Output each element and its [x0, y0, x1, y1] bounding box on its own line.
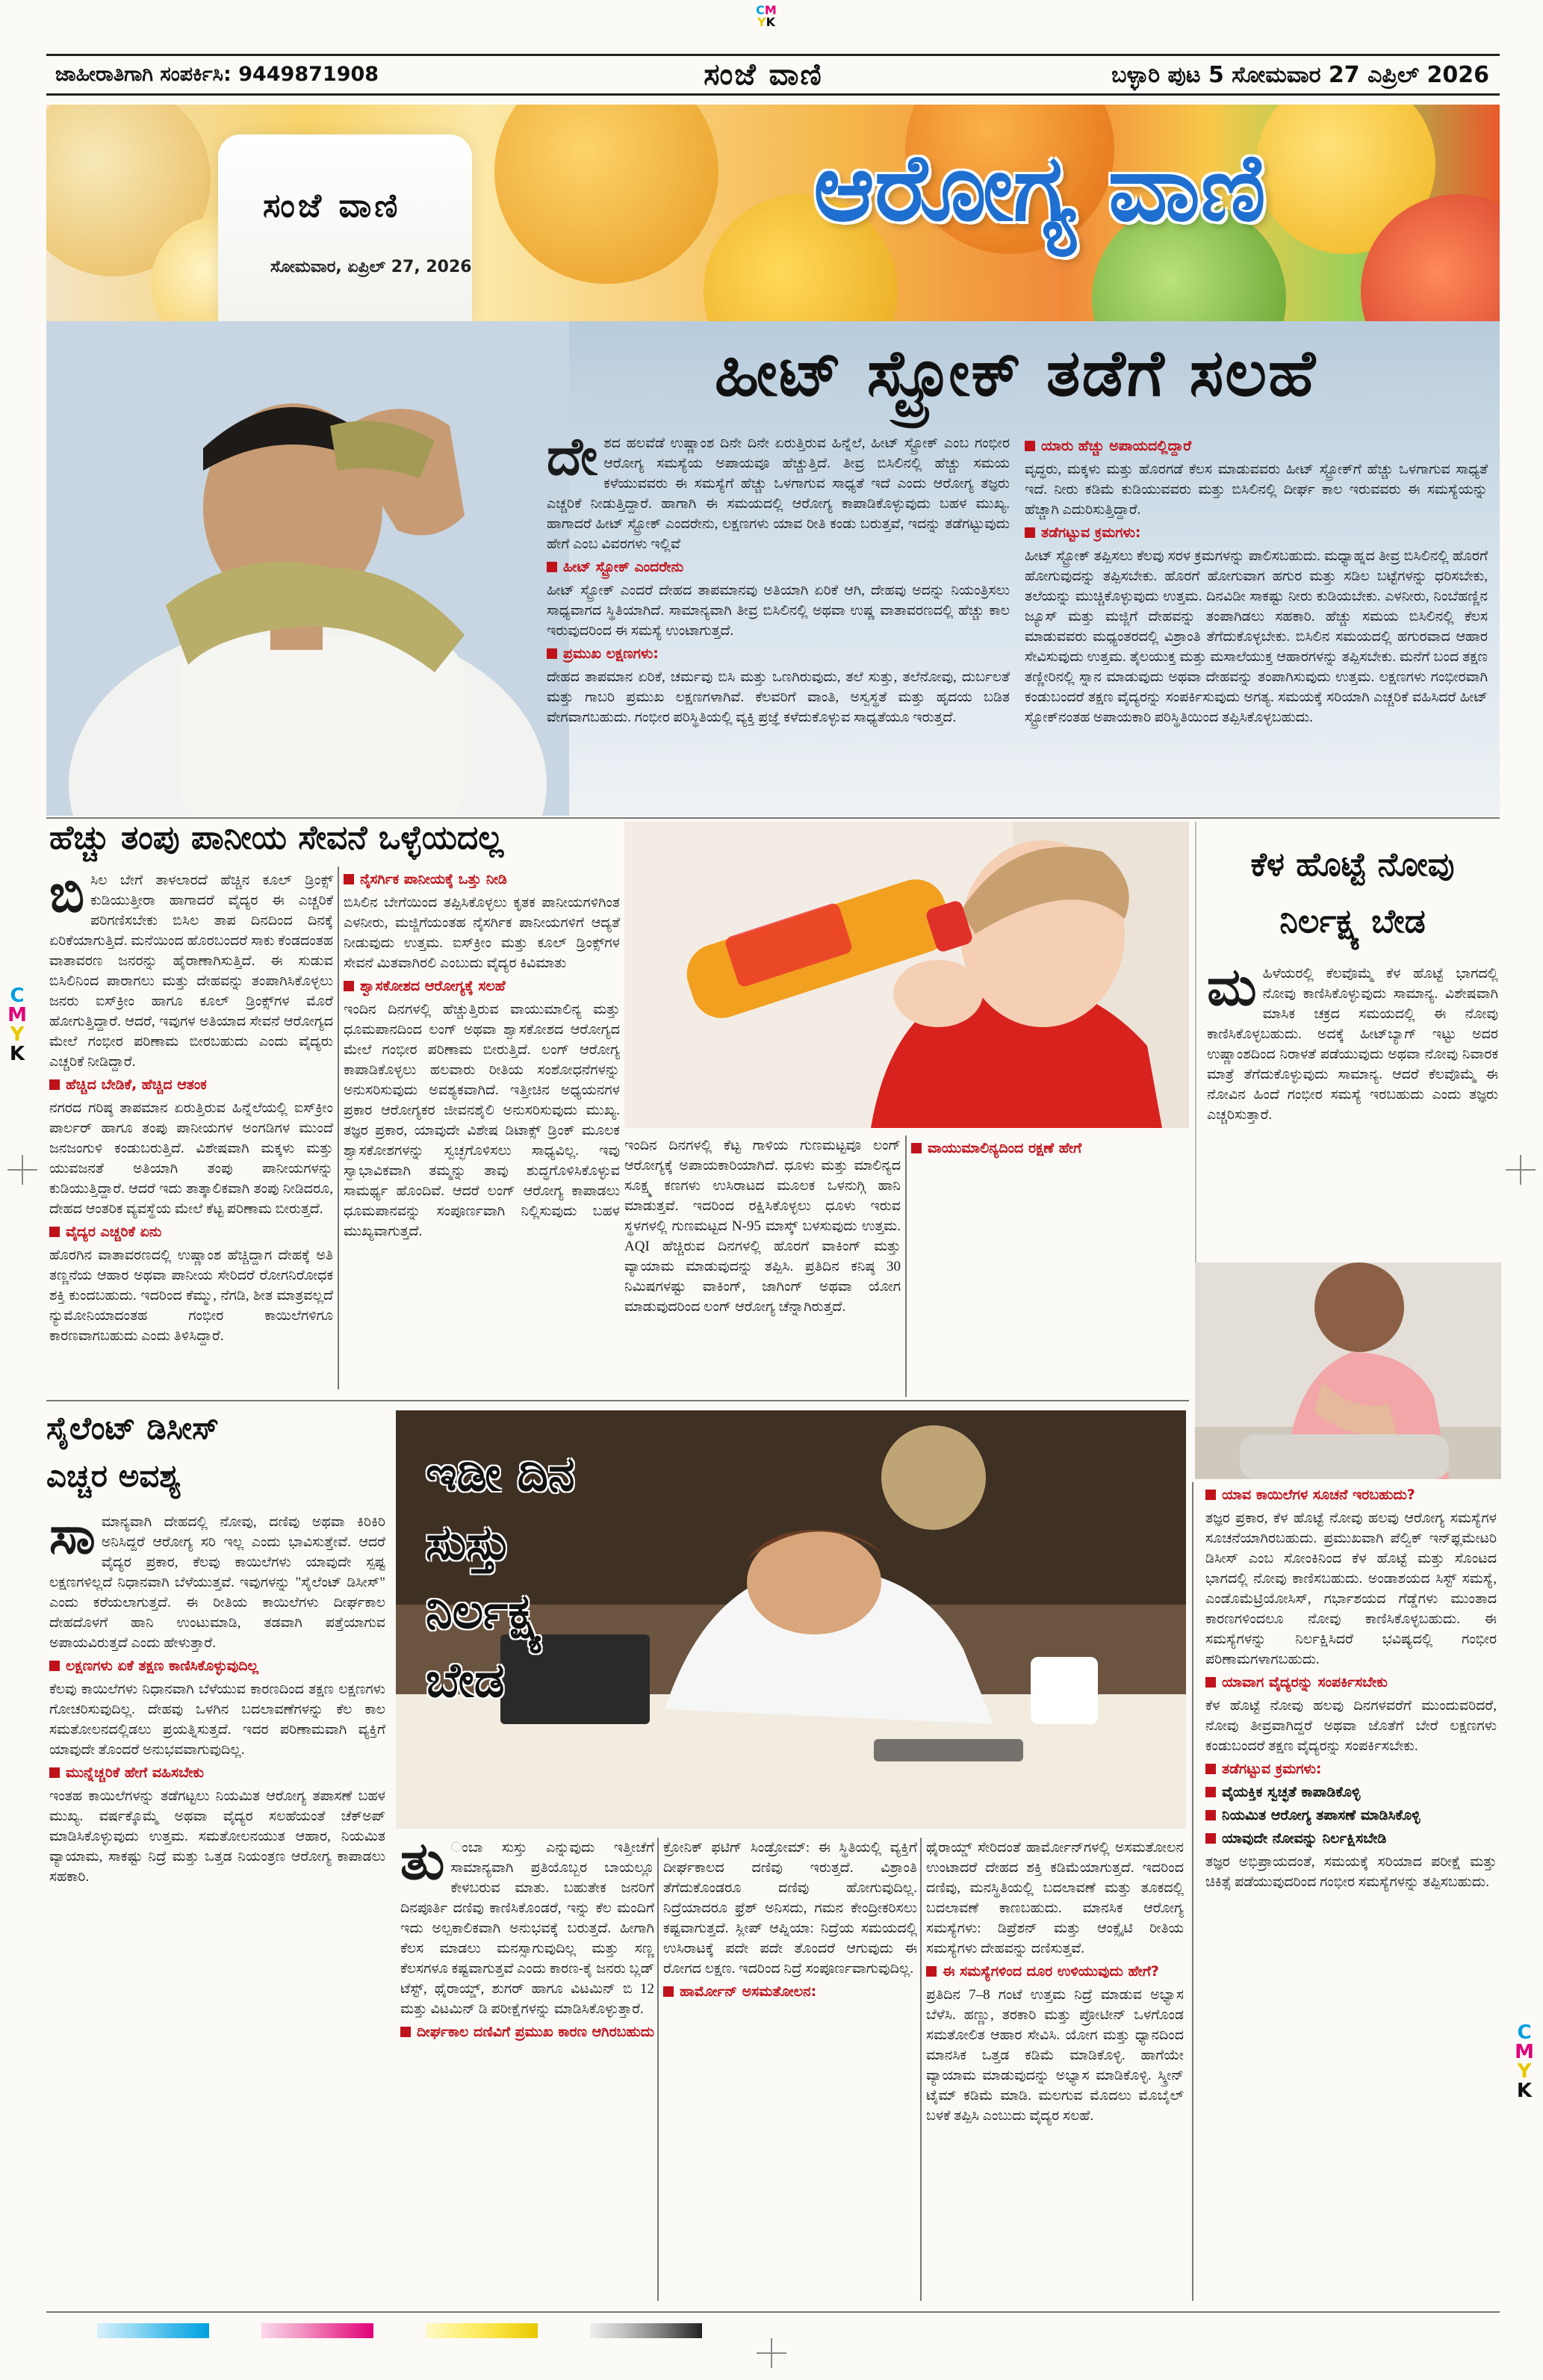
dropcap: ಮ — [1207, 956, 1257, 1017]
bullet-square-icon — [344, 874, 354, 884]
cmyk-c: C — [10, 985, 25, 1007]
bullet-square-icon — [1205, 1787, 1216, 1797]
subheading-text: ಲಕ್ಷಣಗಳು ಏಕೆ ತಕ್ಷಣ ಕಾಣಿಸಿಕೊಳ್ಳುವುದಿಲ್ಲ — [66, 1658, 259, 1674]
article-body: ಕ್ರೋನಿಕ್ ಫಟಿಗ್ ಸಿಂಡ್ರೋಮ್: ಈ ಸ್ಥಿತಿಯಲ್ಲಿ ವ್ಯಕ್ತಿಗೆ ದೀರ್ಘಕಾಲದ ದಣಿವು ಇರುತ್ತದೆ. ವಿಶ್ರಾಂತಿ ತೆಗೆದುಕೊಂಡರೂ ದಣಿವು ಹೋಗುವುದಿಲ್ಲ. ನಿದ್ರೆಯಾದರೂ ಫ್ರೆಶ್ ಅನಿಸದು, ಗಮನ ಕೇಂದ್ರೀಕರಿಸಲು ಕಷ್ಟವಾಗುತ್ತದೆ. ಸ್ಲೀಪ್ ಆಪ್ನಿಯಾ: ನಿದ್ರೆಯ ಸಮಯದಲ್ಲಿ ಉಸಿರಾಟಕ್ಕೆ ಪದೇ ಪದೇ ತೊಂದರೆ ಆಗುವುದು ಈ ರೋಗದ ಲಕ್ಷಣ. ಇದರಿಂದ ನಿದ್ರೆ ಸಂಪೂರ್ಣವಾಗುವುದಿಲ್ಲ. — [663, 1840, 917, 1977]
subheading-text: ಮುನ್ನೆಚ್ಚರಿಕೆ ಹೇಗೆ ವಹಿಸಬೇಕು — [66, 1764, 205, 1781]
article-body: ತಜ್ಞರ ಪ್ರಕಾರ, ಕೆಳ ಹೊಟ್ಟೆ ನೋವು ಹಲವು ಆರೋಗ್ಯ ಸಮಸ್ಯೆಗಳ ಸೂಚನೆಯಾಗಿರಬಹುದು. ಪ್ರಮುಖವಾಗಿ ಪೆಲ್ವಿಕ್ ಇನ್‌ಫ್ಲಮೇಟರಿ ಡಿಸೀಸ್ ಎಂಬ ಸೋಂಕಿನಿಂದ ಕೆಳ ಹೊಟ್ಟೆ ಮತ್ತು ಸೊಂಟದ ಭಾಗದಲ್ಲಿ ನೋವು ಕಾಣಿಸಬಹುದು. ಅಂಡಾಶಯದ ಸಿಸ್ಟ್ ಸಮಸ್ಯೆ, ಎಂಡೊಮೆಟ್ರಿಯೋಸಿಸ್, ಗರ್ಭಾಶಯದ ಗೆಡ್ಡೆಗಳು ಮುಂತಾದ ಕಾರಣಗಳಿಂದಲೂ ನೋವು ಕಾಣಿಸಿಕೊಳ್ಳಬಹುದು. ಈ ಸಮಸ್ಯೆಗಳನ್ನು ನಿರ್ಲಕ್ಷಿಸಿದರೆ ಭವಿಷ್ಯದಲ್ಲಿ ಗಂಭೀರ ಪರಿಣಾಮಗಳಾಗಬಹುದು. — [1205, 1510, 1497, 1667]
heatstroke-title: ಹೀಟ್ ಸ್ಟ್ರೋಕ್ ತಡೆಗೆ ಸಲಹೆ — [714, 336, 1317, 411]
registration-mark — [757, 2338, 786, 2368]
article-body: ಇಂದಿನ ದಿನಗಳಲ್ಲಿ ಹೆಚ್ಚುತ್ತಿರುವ ವಾಯುಮಾಲಿನ್ಯ ಮತ್ತು ಧೂಮಪಾನದಿಂದ ಲಂಗ್ ಅಥವಾ ಶ್ವಾಸಕೋಶದ ಆರೋಗ್ಯದ ಮೇಲೆ ಗಂಭೀರ ಪರಿಣಾಮ ಬೀರುತ್ತಿದೆ. ಲಂಗ್ ಆರೋಗ್ಯ ಕಾಪಾಡಿಕೊಳ್ಳಲು ಹಲವಾರು ರೀತಿಯ ಸಂಶೋಧನೆಗಳನ್ನು ಅನುಸರಿಸುವುದು ಅವಶ್ಯಕವಾಗಿದೆ. ಇತ್ತೀಚಿನ ಅಧ್ಯಯನಗಳ ಪ್ರಕಾರ ಆರೋಗ್ಯಕರ ಜೀವನಶೈಲಿ ಅನುಸರಿಸುವುದು ಮುಖ್ಯ. ತಜ್ಞರ ಪ್ರಕಾರ, ಯಾವುದೇ ವಿಶೇಷ ಡಿಟಾಕ್ಸ್ ಡ್ರಿಂಕ್ ಮೂಲಕ ಶ್ವಾಸಕೋಶಗಳನ್ನು ಸ್ವಚ್ಛಗೊಳಿಸಲು ಸಾಧ್ಯವಿಲ್ಲ. ಇವು ಸ್ವಾಭಾವಿಕವಾಗಿ ತಮ್ಮನ್ನು ತಾವು ಶುದ್ಧಗೊಳಿಸಿಕೊಳ್ಳುವ ಸಾಮರ್ಥ್ಯ ಹೊಂದಿವೆ. ಆದರೆ ಲಂಗ್ ಆರೋಗ್ಯ ಕಾಪಾಡಲು ಧೂಮಪಾನವನ್ನು ಸಂಪೂರ್ಣವಾಗಿ ನಿಲ್ಲಿಸುವುದು ಬಹಳ ಮುಖ್ಯವಾಗುತ್ತದೆ. — [344, 1002, 620, 1239]
subheading-text: ತಡೆಗಟ್ಟುವ ಕ್ರಮಗಳು: — [1041, 524, 1141, 541]
cmyk-k: K — [9, 1043, 25, 1065]
article-body: ತಜ್ಞರ ಅಭಿಪ್ರಾಯದಂತೆ, ಸಮಯಕ್ಕೆ ಸರಿಯಾದ ಪರೀಕ್ಷೆ ಮತ್ತು ಚಿಕಿತ್ಸೆ ಪಡೆಯುವುದರಿಂದ ಗಂಭೀರ ಸಮಸ್ಯೆಗಳನ್ನು ತಪ್ಪಿಸಬಹುದು. — [1205, 1854, 1497, 1890]
banner-logo: ಸಂಜೆ ವಾಣಿ — [263, 187, 401, 225]
subheading — [1205, 1759, 1497, 1779]
subheading-text: ಯಾರು ಹೆಚ್ಚು ಅಪಾಯದಲ್ಲಿದ್ದಾರೆ — [1041, 438, 1192, 454]
article-body: ಥೈರಾಯ್ಡ್ ಸೇರಿದಂತೆ ಹಾರ್ಮೋನ್‌ಗಳಲ್ಲಿ ಅಸಮತೋಲನ ಉಂಟಾದರೆ ದೇಹದ ಶಕ್ತಿ ಕಡಿಮೆಯಾಗುತ್ತದೆ. ಇದರಿಂದ ದಣಿವು, ಮನಸ್ಥಿತಿಯಲ್ಲಿ ಬದಲಾವಣೆ ಮತ್ತು ತೂಕದಲ್ಲಿ ಬದಲಾವಣೆ ಕಾಣಬಹುದು. ಮಾನಸಿಕ ಆರೋಗ್ಯ ಸಮಸ್ಯೆಗಳು: ಡಿಪ್ರೆಶನ್ ಮತ್ತು ಆಂಕ್ಸೈಟಿ ರೀತಿಯ ಸಮಸ್ಯೆಗಳು ದೇಹವನ್ನು ದಣಿಸುತ್ತವೆ. — [926, 1840, 1184, 1956]
article-body: ಇಂತಹ ಕಾಯಿಲೆಗಳನ್ನು ತಡೆಗಟ್ಟಲು ನಿಯಮಿತ ಆರೋಗ್ಯ ತಪಾಸಣೆ ಬಹಳ ಮುಖ್ಯ. ವರ್ಷಕ್ಕೊಮ್ಮೆ ಅಥವಾ ವೈದ್ಯರ ಸಲಹೆಯಂತೆ ಚೆಕ್‌ಅಪ್ ಮಾಡಿಸಿಕೊಳ್ಳುವುದು ಉತ್ತಮ. ಸಮತೋಲನಯುತ ಆಹಾರ, ನಿಯಮಿತ ವ್ಯಾಯಾಮ, ಸಾಕಷ್ಟು ನಿದ್ರೆ ಮತ್ತು ಒತ್ತಡ ನಿಯಂತ್ರಣ ಆರೋಗ್ಯ ಕಾಪಾಡಲು ಸಹಕಾರಿ. — [49, 1788, 385, 1885]
bullet-item — [1205, 1782, 1497, 1803]
column-rule — [905, 1135, 907, 1397]
subheading-text: ಶ್ವಾಸಕೋಶದ ಆರೋಗ್ಯಕ್ಕೆ ಸಲಹೆ — [360, 978, 506, 994]
cmyk-k: K — [766, 15, 775, 29]
title-line: ಎಚ್ಚರ ಅವಶ್ಯ — [46, 1457, 181, 1494]
column-rule — [338, 867, 339, 1389]
woman-stomach-pain-photo — [1195, 1262, 1501, 1479]
article-body: ಕೆಳ ಹೊಟ್ಟೆ ನೋವು ಹಲವು ದಿನಗಳವರೆಗೆ ಮುಂದುವರಿದರೆ, ನೋವು ತೀವ್ರವಾಗಿದ್ದರೆ ಅಥವಾ ಜೊತೆಗೆ ಬೇರೆ ಲಕ್ಷಣಗಳು ಕಂಡುಬಂದರೆ ತಕ್ಷಣ ವೈದ್ಯರನ್ನು ಸಂಪರ್ಕಿಸಬೇಕು. — [1205, 1698, 1497, 1754]
article-body: ಸಿಲ ಬೇಗೆ ತಾಳಲಾರದೆ ಹೆಚ್ಚಿನ ಕೂಲ್ ಡ್ರಿಂಕ್ಸ್ ಕುಡಿಯುತ್ತೀರಾ ಹಾಗಾದರೆ ವೈದ್ಯರ ಈ ಎಚ್ಚರಿಕೆ ಪರಿಗಣಿಸಬೇಕು ಬಿಸಿಲ ತಾಪ ದಿನದಿಂದ ದಿನಕ್ಕೆ ಏರಿಕೆಯಾಗುತ್ತಿದೆ. ಮನೆಯಿಂದ ಹೊರಬಂದರೆ ಸಾಕು ಕೆಂಡದಂತಹ ವಾತಾವರಣ ಜನರನ್ನು ಹೈರಾಣಾಗಿಸುತ್ತಿದೆ. ಈ ಸುಡುವ ಬಿಸಿಲಿನಿಂದ ಪಾರಾಗಲು ಮತ್ತು ದೇಹವನ್ನು ತಂಪಾಗಿಸಿಕೊಳ್ಳಲು ಜನರು ಐಸ್‌ಕ್ರೀಂ ಹಾಗೂ ಕೂಲ್ ಡ್ರಿಂಕ್ಸ್‌ಗಳ ಮೊರೆ ಹೋಗುತ್ತಿದ್ದಾರೆ. ಆದರೆ, ಇವುಗಳ ಅತಿಯಾದ ಸೇವನೆ ಆರೋಗ್ಯದ ಮೇಲೆ ಗಂಭೀರ ಪರಿಣಾಮ ಬೀರಬಹುದು ಎಂದು ವೈದ್ಯರು ಎಚ್ಚರಿಕೆ ನೀಡಿದ್ದಾರೆ. — [49, 873, 333, 1070]
heatstroke-column-2 — [1025, 433, 1488, 728]
cmyk-m: M — [764, 3, 777, 17]
dropcap: ಸಾ — [49, 1504, 96, 1566]
cmyk-y: Y — [1517, 2060, 1532, 2083]
child-drinking-photo — [624, 822, 1189, 1128]
article-body: ಹೊರಗಿನ ವಾತಾವರಣದಲ್ಲಿ ಉಷ್ಣಾಂಶ ಹೆಚ್ಚಿದ್ದಾಗ ದೇಹಕ್ಕೆ ಅತಿ ತಣ್ಣನೆಯ ಆಹಾರ ಅಥವಾ ಪಾನೀಯ ಸೇರಿದರೆ ರೋಗನಿರೋಧಕ ಶಕ್ತಿ ಕುಂದಬಹುದು. ಇದರಿಂದ ಕೆಮ್ಮು, ನೆಗಡಿ, ಶೀತ ಮಾತ್ರವಲ್ಲದೆ ನ್ಯುಮೋನಿಯಾದಂತಹ ಗಂಭೀರ ಕಾಯಿಲೆಗಳಿಗೂ ಕಾರಣವಾಗಬಹುದು ಎಂದು ತಿಳಿಸಿದ್ದಾರೆ. — [49, 1248, 333, 1344]
banner-date: ಸೋಮವಾರ, ಏಪ್ರಿಲ್ 27, 2026 — [270, 258, 472, 276]
cold-drinks-column-2 — [344, 867, 620, 1242]
title-line: ನಿರ್ಲಕ್ಷ್ಯ ಬೇಡ — [1279, 902, 1426, 940]
article-body: ಕೆಲವು ಕಾಯಿಲೆಗಳು ನಿಧಾನವಾಗಿ ಬೆಳೆಯುವ ಕಾರಣದಿಂದ ತಕ್ಷಣ ಲಕ್ಷಣಗಳು ಗೋಚರಿಸುವುದಿಲ್ಲ. ದೇಹವು ಒಳಗಿನ ಬದಲಾವಣೆಗಳನ್ನು ಕೆಲ ಕಾಲ ಸಮತೋಲನದಲ್ಲಿಡಲು ಪ್ರಯತ್ನಿಸುತ್ತದೆ. ಇದರ ಪರಿಣಾಮವಾಗಿ ವ್ಯಕ್ತಿಗೆ ಯಾವುದೇ ತೊಂದರೆ ಅನುಭವವಾಗುವುದಿಲ್ಲ. — [49, 1682, 385, 1758]
milk-glass-image — [218, 134, 472, 321]
silent-disease-body — [49, 1504, 385, 1887]
article-body: ಪ್ರತಿದಿನ 7–8 ಗಂಟೆ ಉತ್ತಮ ನಿದ್ರೆ ಮಾಡುವ ಅಭ್ಯಾಸ ಬೆಳೆಸಿ. ಹಣ್ಣು, ತರಕಾರಿ ಮತ್ತು ಪ್ರೋಟೀನ್ ಒಳಗೊಂಡ ಸಮತೋಲಿತ ಆಹಾರ ಸೇವಿಸಿ. ಯೋಗ ಮತ್ತು ಧ್ಯಾನದಿಂದ ಮಾನಸಿಕ ಒತ್ತಡ ಕಡಿಮೆ ಮಾಡಿಕೊಳ್ಳಿ. ಹಾಗೆಯೇ ವ್ಯಾಯಾಮ ಮಾಡುವುದನ್ನು ಅಭ್ಯಾಸ ಮಾಡಿಕೊಳ್ಳಿ. ಸ್ಕ್ರೀನ್ ಟೈಮ್ ಕಡಿಮೆ ಮಾಡಿ. ಮಲಗುವ ಮೊದಲು ಮೊಬೈಲ್ ಬಳಕೆ ತಪ್ಪಿಸಿ ಎಂಬುದು ವೈದ್ಯರ ಸಲಹೆ. — [926, 1987, 1184, 2124]
tired-man-photo — [396, 1410, 1186, 1829]
color-bar-black — [590, 2323, 702, 2338]
bullet-item — [1205, 1829, 1497, 1849]
bullet-square-icon — [547, 648, 557, 659]
column-rule — [657, 1838, 659, 2301]
bullet-square-icon — [49, 1767, 60, 1778]
bullet-square-icon — [400, 2027, 411, 2037]
subheading-text: ಪ್ರಮುಖ ಲಕ್ಷಣಗಳು: — [563, 645, 659, 662]
ad-contact: ಜಾಹೀರಾತಿಗಾಗಿ ಸಂಪರ್ಕಿಸಿ: 9449871908 — [55, 63, 379, 86]
color-bar-cyan — [97, 2323, 209, 2338]
divider — [46, 2311, 1500, 2313]
bullet-text: ಯಾವುದೇ ನೋವನ್ನು ನಿರ್ಲಕ್ಷಿಸಬೇಡಿ — [1222, 1830, 1387, 1847]
registration-mark — [1506, 1155, 1536, 1185]
sweating-man-photo — [46, 321, 569, 816]
cmyk-mark-top — [751, 4, 781, 28]
lungs-column-3 — [624, 1135, 901, 1317]
article-body: ಹೀಟ್ ಸ್ಟ್ರೋಕ್ ತಪ್ಪಿಸಲು ಕೆಲವು ಸರಳ ಕ್ರಮಗಳನ್ನು ಪಾಲಿಸಬಹುದು. ಮಧ್ಯಾಹ್ನದ ತೀವ್ರ ಬಿಸಿಲಿನಲ್ಲಿ ಹೊರಗೆ ಹೋಗುವುದನ್ನು ತಪ್ಪಿಸಬೇಕು. ಹೊರಗೆ ಹೋಗುವಾಗ ಹಗುರ ಮತ್ತು ಸಡಿಲ ಬಟ್ಟೆಗಳನ್ನು ಧರಿಸಬೇಕು, ತಲೆಯನ್ನು ಮುಚ್ಚಿಕೊಳ್ಳುವುದು ಉತ್ತಮ. ದಿನವಿಡೀ ಸಾಕಷ್ಟು ನೀರು ಕುಡಿಯಬೇಕು. ಎಳನೀರು, ನಿಂಬೆಹಣ್ಣಿನ ಜ್ಯೂಸ್ ಮತ್ತು ಮಜ್ಜಿಗೆ ದೇಹವನ್ನು ತಂಪಾಗಿಡಲು ಸಹಕಾರಿ. ಹೆಚ್ಚು ಸಮಯ ಬಿಸಿಲಿನಲ್ಲಿ ಕೆಲಸ ಮಾಡುವವರು ಮಧ್ಯಂತರದಲ್ಲಿ ವಿಶ್ರಾಂತಿ ತೆಗೆದುಕೊಳ್ಳಬೇಕು. ಬಿಸಿಲಿನ ಸಮಯದಲ್ಲಿ ಹಗುರವಾದ ಆಹಾರ ಸೇವಿಸುವುದು ಉತ್ತಮ. ತೈಲಯುಕ್ತ ಮತ್ತು ಮಸಾಲೆಯುಕ್ತ ಆಹಾರಗಳನ್ನು ತಪ್ಪಿಸಬೇಕು. ಮನೆಗೆ ಬಂದ ತಕ್ಷಣ ತಣ್ಣೀರಿನಲ್ಲಿ ಸ್ನಾನ ಮಾಡುವುದು ಅಥವಾ ದೇಹವನ್ನು ತಂಪಾಗಿಸುವುದು ಉತ್ತಮ. ಲಕ್ಷಣಗಳು ಗಂಭೀರವಾಗಿ ಕಂಡುಬಂದರೆ ತಕ್ಷಣ ವೈದ್ಯರನ್ನು ಸಂಪರ್ಕಿಸುವುದು ಅಗತ್ಯ. ಸಮಯಕ್ಕೆ ಸರಿಯಾಗಿ ಎಚ್ಚರಿಕೆ ವಹಿಸಿದರೆ ಹೀಟ್ ಸ್ಟ್ರೋಕ್‌ನಂತಹ ಅಪಾಯಕಾರಿ ಪರಿಸ್ಥಿತಿಯಿಂದ ತಪ್ಪಿಸಿಕೊಳ್ಳಬಹುದು. — [1025, 548, 1488, 725]
bullet-square-icon — [1205, 1490, 1216, 1500]
registration-mark — [7, 1155, 37, 1185]
color-bar-magenta — [261, 2323, 373, 2338]
masthead — [46, 54, 1500, 96]
article-body: ಶದ ಹಲವೆಡೆ ಉಷ್ಣಾಂಶ ದಿನೇ ದಿನೇ ಏರುತ್ತಿರುವ ಹಿನ್ನೆಲೆ, ಹೀಟ್ ಸ್ಟ್ರೋಕ್ ಎಂಬ ಗಂಭೀರ ಆರೋಗ್ಯ ಸಮಸ್ಯೆಯ ಅಪಾಯವೂ ಹೆಚ್ಚುತ್ತಿದೆ. ತೀವ್ರ ಬಿಸಿಲಿನಲ್ಲಿ ಹೆಚ್ಚು ಸಮಯ ಕಳೆಯುವವರು ಈ ಸಮಸ್ಯೆಗೆ ಹೆಚ್ಚು ಒಳಗಾಗುವ ಸಾಧ್ಯತೆ ಇದೆ ಎಂದು ಆರೋಗ್ಯ ತಜ್ಞರು ಎಚ್ಚರಿಕೆ ನೀಡುತ್ತಿದ್ದಾರೆ. ಹಾಗಾಗಿ ಈ ಸಮಯದಲ್ಲಿ ಆರೋಗ್ಯ ಕಾಪಾಡಿಕೊಳ್ಳುವುದು ಬಹಳ ಮುಖ್ಯ. ಹಾಗಾದರೆ ಹೀಟ್ ಸ್ಟ್ರೋಕ್ ಎಂದರೇನು, ಲಕ್ಷಣಗಳು ಯಾವ ರೀತಿ ಕಂಡು ಬರುತ್ತವೆ, ಇದನ್ನು ತಡೆಗಟ್ಟುವುದು ಹೇಗೆ ಎಂಬ ವಿವರಗಳು ಇಲ್ಲಿವೆ — [547, 436, 1010, 552]
divider — [46, 1400, 1189, 1401]
cmyk-y: Y — [757, 15, 766, 29]
subheading-text: ಯಾವ ಕಾಯಿಲೆಗಳ ಸೂಚನೆ ಇರಬಹುದು? — [1222, 1487, 1415, 1503]
divider — [46, 817, 1500, 819]
stomach-details — [1205, 1482, 1497, 1892]
subheading-text: ಯಾವಾಗ ವೈದ್ಯರನ್ನು ಸಂಪರ್ಕಿಸಬೇಕು — [1222, 1674, 1388, 1691]
bullet-item — [1205, 1806, 1497, 1826]
article-body: ಬಿಸಿಲಿನ ಬೇಗೆಯಿಂದ ತಪ್ಪಿಸಿಕೊಳ್ಳಲು ಕೃತಕ ಪಾನೀಯಗಳಿಗಿಂತ ಎಳನೀರು, ಮಜ್ಜಿಗೆಯಂತಹ ನೈಸರ್ಗಿಕ ಪಾನೀಯಗಳಿಗೆ ಆದ್ಯತೆ ನೀಡುವುದು ಉತ್ತಮ. ಐಸ್‌ಕ್ರೀಂ ಮತ್ತು ಕೂಲ್ ಡ್ರಿಂಕ್ಸ್‌ಗಳ ಸೇವನೆ ಮಿತವಾಗಿರಲಿ ಎಂಬುದು ವೈದ್ಯರ ಕಿವಿಮಾತು — [344, 895, 620, 971]
lungs-column-4 — [911, 1135, 1187, 1162]
subheading-text: ನೈಸರ್ಗಿಕ ಪಾನೀಯಕ್ಕೆ ಒತ್ತು ನೀಡಿ — [360, 871, 507, 887]
cmyk-c: C — [756, 3, 765, 17]
subheading — [1025, 436, 1488, 456]
bullet-square-icon — [1205, 1764, 1216, 1774]
dropcap: ಬಿ — [49, 863, 85, 924]
article-body: ವೃದ್ಧರು, ಮಕ್ಕಳು ಮತ್ತು ಹೊರಗಡೆ ಕೆಲಸ ಮಾಡುವವರು ಹೀಟ್ ಸ್ಟ್ರೋಕ್‌ಗೆ ಹೆಚ್ಚು ಒಳಗಾಗುವ ಸಾಧ್ಯತೆ ಇದೆ. ನೀರು ಕಡಿಮೆ ಕುಡಿಯುವವರು ಮತ್ತು ಬಿಸಿಲಿನಲ್ಲಿ ದೀರ್ಘ ಕಾಲ ಇರುವವರು ಈ ಸಮಸ್ಯೆಯನ್ನು ಹೆಚ್ಚಾಗಿ ಎದುರಿಸುತ್ತಿದ್ದಾರೆ. — [1025, 462, 1488, 518]
subheading-text: ಹೀಟ್ ಸ್ಟ್ರೋಕ್ ಎಂದರೇನು — [563, 559, 684, 575]
bullet-square-icon — [49, 1661, 60, 1671]
edition-info: ಬಳ್ಳಾರಿ ಪುಟ 5 ಸೋಮವಾರ 27 ಎಪ್ರಿಲ್ 2026 — [1111, 61, 1489, 88]
subheading — [49, 1656, 385, 1676]
dropcap: ದೇ — [547, 426, 598, 487]
bullet-square-icon — [663, 1986, 674, 1997]
cmyk-k: K — [1516, 2080, 1533, 2102]
subheading-text: ಈ ಸಮಸ್ಯೆಗಳಿಂದ ದೂರ ಉಳಿಯುವುದು ಹೇಗೆ? — [943, 1963, 1159, 1980]
tiredness-column-3 — [926, 1838, 1184, 2126]
bullet-square-icon — [1205, 1677, 1216, 1688]
subheading — [1205, 1673, 1497, 1693]
bullet-square-icon — [49, 1227, 60, 1237]
subheading-text: ಹೆಚ್ಚಿದ ಬೇಡಿಕೆ, ಹೆಚ್ಚಿದ ಆತಂಕ — [66, 1076, 207, 1093]
subheading — [547, 644, 1010, 664]
article-body: ಹಿಳೆಯರಲ್ಲಿ ಕೆಲವೊಮ್ಮೆ ಕೆಳ ಹೊಟ್ಟೆ ಭಾಗದಲ್ಲಿ ನೋವು ಕಾಣಿಸಿಕೊಳ್ಳುವುದು ಸಾಮಾನ್ಯ. ವಿಶೇಷವಾಗಿ ಮಾಸಿಕ ಚಕ್ರದ ಸಮಯದಲ್ಲಿ ಈ ನೋವು ಕಾಣಿಸಿಕೊಳ್ಳಬಹುದು. ಅದಕ್ಕೆ ಹೀಟ್‌ಬ್ಯಾಗ್ ಇಟ್ಟು ಅದರ ಉಷ್ಣಾಂಶದಿಂದ ನಿರಾಳತೆ ಪಡೆಯುವುದು ಅಥವಾ ನೋವು ನಿವಾರಕ ಮಾತ್ರೆ ತೆಗೆದುಕೊಳ್ಳುವುದು ಸಾಮಾನ್ಯ. ಆದರೆ ಕೆಲವೊಮ್ಮೆ ಈ ನೋವಿನ ಹಿಂದೆ ಗಂಭೀರ ಸಮಸ್ಯೆ ಇರಬಹುದು ಎಂದು ತಜ್ಞರು ಎಚ್ಚರಿಸುತ್ತಾರೆ. — [1207, 966, 1498, 1123]
cmyk-c: C — [1517, 2021, 1532, 2044]
cmyk-y: Y — [10, 1023, 25, 1046]
subheading-text: ತಡೆಗಟ್ಟುವ ಕ್ರಮಗಳು: — [1222, 1761, 1322, 1777]
bullet-square-icon — [344, 981, 354, 991]
cmyk-m: M — [7, 1004, 27, 1026]
bullet-square-icon — [1025, 527, 1035, 538]
subheading-text: ವೈದ್ಯರ ಎಚ್ಚರಿಕೆ ಏನು — [66, 1224, 162, 1240]
column-rule — [1192, 1482, 1193, 2301]
subheading — [49, 1763, 385, 1783]
subheading — [344, 976, 620, 997]
stomach-title — [1207, 837, 1498, 950]
cmyk-mark-left — [7, 986, 27, 1064]
title-line: ಕೆಳ ಹೊಟ್ಟೆ ನೋವು — [1250, 846, 1455, 884]
subheading — [911, 1138, 1187, 1159]
bullet-square-icon — [911, 1143, 922, 1153]
subheading — [1025, 523, 1488, 543]
subheading — [400, 2022, 654, 2042]
subheading — [926, 1962, 1184, 1982]
article-body: ನಗರದ ಗರಿಷ್ಠ ತಾಪಮಾನ ಏರುತ್ತಿರುವ ಹಿನ್ನೆಲೆಯಲ್ಲಿ ಐಸ್‌ಕ್ರೀಂ ಪಾರ್ಲರ್ ಹಾಗೂ ತಂಪು ಪಾನೀಯಗಳ ಅಂಗಡಿಗಳ ಮುಂದೆ ಜನಜಂಗುಳಿ ಕಂಡುಬರುತ್ತಿದೆ. ವಿಶೇಷವಾಗಿ ಮಕ್ಕಳು ಮತ್ತು ಯುವಜನತೆ ಅತಿಯಾಗಿ ತಂಪು ಪಾನೀಯಗಳನ್ನು ಕುಡಿಯುತ್ತಿದ್ದಾರೆ. ಆದರೆ ಇದು ತಾತ್ಕಾಲಿಕವಾಗಿ ತಂಪು ನೀಡಿದರೂ, ದೇಹದ ಆಂತರಿಕ ವ್ಯವಸ್ಥೆಯ ಮೇಲೆ ಕೆಟ್ಟ ಪರಿಣಾಮ ಬೀರುತ್ತದೆ. — [49, 1100, 333, 1217]
bullet-square-icon — [1205, 1833, 1216, 1844]
silent-disease-title — [46, 1404, 390, 1500]
subheading — [1205, 1485, 1497, 1505]
stomach-intro — [1207, 956, 1498, 1125]
cold-drinks-column-1 — [49, 863, 333, 1346]
subheading-text: ಹಾರ್ಮೋನ್ ಅಸಮತೋಲನ: — [680, 1983, 817, 2000]
column-rule — [920, 1838, 922, 2301]
tired-photo-title: ಇಡೀ ದಿನ ಸುಸ್ತು ನಿರ್ಲಕ್ಷ್ಯ ಬೇಡ — [426, 1447, 575, 1708]
heatstroke-article — [46, 321, 1500, 816]
article-body: ಇಂದಿನ ದಿನಗಳಲ್ಲಿ ಕೆಟ್ಟ ಗಾಳಿಯ ಗುಣಮಟ್ಟವೂ ಲಂಗ್ ಆರೋಗ್ಯಕ್ಕೆ ಅಪಾಯಕಾರಿಯಾಗಿದೆ. ಧೂಳು ಮತ್ತು ಮಾಲಿನ್ಯದ ಸೂಕ್ಷ್ಮ ಕಣಗಳು ಉಸಿರಾಟದ ಮೂಲಕ ಒಳನುಗ್ಗಿ ಹಾನಿ ಮಾಡುತ್ತವೆ. ಇದರಿಂದ ರಕ್ಷಿಸಿಕೊಳ್ಳಲು ಧೂಳು ಇರುವ ಸ್ಥಳಗಳಲ್ಲಿ ಗುಣಮಟ್ಟದ N-95 ಮಾಸ್ಕ್ ಬಳಸುವುದು ಉತ್ತಮ. AQI ಹೆಚ್ಚಿರುವ ದಿನಗಳಲ್ಲಿ ಹೊರಗೆ ವಾಕಿಂಗ್ ಮತ್ತು ವ್ಯಾಯಾಮ ಮಾಡುವುದನ್ನು ತಪ್ಪಿಸಿ. ಪ್ರತಿದಿನ ಕನಿಷ್ಠ 30 ನಿಮಿಷಗಳಷ್ಟು ವಾಕಿಂಗ್, ಜಾಗಿಂಗ್ ಅಥವಾ ಯೋಗ ಮಾಡುವುದರಿಂದ ಲಂಗ್ ಆರೋಗ್ಯ ಚೆನ್ನಾಗಿರುತ್ತದೆ. — [624, 1138, 901, 1315]
subheading — [344, 870, 620, 890]
section-banner — [46, 105, 1500, 321]
tiredness-column-1 — [400, 1830, 655, 2045]
color-bar-yellow — [426, 2323, 538, 2338]
article-body: ದೇಹದ ತಾಪಮಾನ ಏರಿಕೆ, ಚರ್ಮವು ಬಿಸಿ ಮತ್ತು ಒಣಗಿರುವುದು, ತಲೆ ಸುತ್ತು, ತಲೆನೋವು, ದುರ್ಬಲತೆ ಮತ್ತು ಗಾಬರಿ ಪ್ರಮುಖ ಲಕ್ಷಣಗಳಾಗಿವೆ. ಕೆಲವರಿಗೆ ವಾಂತಿ, ಅಸ್ವಸ್ಥತೆ ಮತ್ತು ಹೃದಯ ಬಡಿತ ವೇಗವಾಗಬಹುದು. ಗಂಭೀರ ಪರಿಸ್ಥಿತಿಯಲ್ಲಿ ವ್ಯಕ್ತಿ ಪ್ರಜ್ಞೆ ಕಳೆದುಕೊಳ್ಳುವ ಸಾಧ್ಯತೆಯೂ ಇರುತ್ತದೆ. — [547, 669, 1010, 725]
article-body: ಮಾನ್ಯವಾಗಿ ದೇಹದಲ್ಲಿ ನೋವು, ದಣಿವು ಅಥವಾ ಕಿರಿಕಿರಿ ಅನಿಸಿದ್ದರೆ ಆರೋಗ್ಯ ಸರಿ ಇಲ್ಲ ಎಂದು ಭಾವಿಸುತ್ತೇವೆ. ಆದರೆ ವೈದ್ಯರ ಪ್ರಕಾರ, ಕೆಲವು ಕಾಯಿಲೆಗಳು ಯಾವುದೇ ಸ್ಪಷ್ಟ ಲಕ್ಷಣಗಳಿಲ್ಲದೆ ನಿಧಾನವಾಗಿ ಬೆಳೆಯುತ್ತವೆ. ಇವುಗಳನ್ನು "ಸೈಲೆಂಟ್ ಡಿಸೀಸ್" ಎಂದು ಕರೆಯಲಾಗುತ್ತದೆ. ಈ ರೀತಿಯ ಕಾಯಿಲೆಗಳು ದೀರ್ಘಕಾಲ ದೇಹದೊಳಗೆ ಹಾನಿ ಉಂಟುಮಾಡಿ, ತಡವಾಗಿ ಪತ್ತೆಯಾಗುವ ಅಪಾಯವಿರುತ್ತದೆ ಎಂದು ಹೇಳುತ್ತಾರೆ. — [49, 1514, 385, 1651]
dropcap: ತು — [400, 1830, 445, 1891]
subheading-text: ದೀರ್ಘಕಾಲ ದಣಿವಿಗೆ ಪ್ರಮುಖ ಕಾರಣ ಆಗಿರಬಹುದು — [417, 2024, 655, 2040]
subheading — [547, 557, 1010, 577]
bullet-square-icon — [1205, 1810, 1216, 1820]
bullet-square-icon — [547, 562, 557, 572]
cmyk-m: M — [1515, 2041, 1534, 2063]
section-title: ಆರೋಗ್ಯ ವಾಣಿ — [813, 134, 1266, 242]
article-body: ಂಬಾ ಸುಸ್ತು ಎನ್ನುವುದು ಇತ್ತೀಚೆಗೆ ಸಾಮಾನ್ಯವಾಗಿ ಪ್ರತಿಯೊಬ್ಬರ ಬಾಯಲ್ಲೂ ಕೇಳಬರುವ ಮಾತು. ಬಹುತೇಕ ಜನರಿಗೆ ದಿನಪೂರ್ತಿ ದಣಿವು ಕಾಣಿಸಿಕೊಂಡರೆ, ಇನ್ನು ಕೆಲ ಮಂದಿಗೆ ಇದು ಅಲ್ಪಕಾಲಿಕವಾಗಿ ಅನುಭವಕ್ಕೆ ಬರುತ್ತದೆ. ಹೀಗಾಗಿ ಕೆಲಸ ಮಾಡಲು ಮನಸ್ಸಾಗುವುದಿಲ್ಲ ಮತ್ತು ಸಣ್ಣ ಕೆಲಸಗಳೂ ಕಷ್ಟವಾಗುತ್ತವೆ ಎಂದು ಕಾರಣ-ಕೈ ಜನರು ಬ್ಲಡ್ ಟೆಸ್ಟ್, ಥೈರಾಯ್ಡ್, ಶುಗರ್ ಹಾಗೂ ವಿಟಮಿನ್ ಬಿ 12 ಮತ್ತು ವಿಟಮಿನ್ ಡಿ ಪರೀಕ್ಷೆಗಳನ್ನು ಮಾಡಿಸಿಕೊಳ್ಳುತ್ತಾರೆ. — [400, 1840, 654, 2017]
cold-drinks-title: ಹೆಚ್ಚು ತಂಪು ಪಾನೀಯ ಸೇವನೆ ಒಳ್ಳೆಯದಲ್ಲ — [49, 819, 504, 857]
bullet-text: ವೈಯಕ್ತಿಕ ಸ್ವಚ್ಛತೆ ಕಾಪಾಡಿಕೊಳ್ಳಿ — [1222, 1784, 1361, 1800]
subheading — [663, 1982, 917, 2002]
bullet-square-icon — [926, 1966, 937, 1977]
cmyk-mark-right — [1515, 2023, 1534, 2101]
article-body: ಹೀಟ್ ಸ್ಟ್ರೋಕ್ ಎಂದರೆ ದೇಹದ ತಾಪಮಾನವು ಅತಿಯಾಗಿ ಏರಿಕೆ ಆಗಿ, ದೇಹವು ಅದನ್ನು ನಿಯಂತ್ರಿಸಲು ಸಾಧ್ಯವಾಗದ ಸ್ಥಿತಿಯಾಗಿದೆ. ಸಾಮಾನ್ಯವಾಗಿ ತೀವ್ರ ಬಿಸಿಲಿನಲ್ಲಿ ಅಥವಾ ಉಷ್ಣ ವಾತಾವರಣದಲ್ಲಿ ಹೆಚ್ಚು ಕಾಲ ಇರುವುದರಿಂದ ಈ ಸಮಸ್ಯೆ ಉಂಟಾಗುತ್ತದೆ. — [547, 583, 1010, 639]
title-line: ಸೈಲೆಂಟ್ ಡಿಸೀಸ್ — [46, 1410, 220, 1446]
bullet-square-icon — [49, 1079, 60, 1090]
tiredness-column-2 — [663, 1838, 917, 2005]
subheading — [49, 1222, 333, 1242]
subheading-text: ವಾಯುಮಾಲಿನ್ಯದಿಂದ ರಕ್ಷಣೆ ಹೇಗೆ — [928, 1140, 1082, 1156]
bullet-text: ನಿಯಮಿತ ಆರೋಗ್ಯ ತಪಾಸಣೆ ಮಾಡಿಸಿಕೊಳ್ಳಿ — [1222, 1807, 1421, 1823]
heatstroke-column-1 — [547, 426, 1010, 728]
subheading — [49, 1075, 333, 1095]
bullet-square-icon — [1025, 441, 1035, 451]
paper-logo: ಸಂಜೆ ವಾಣಿ — [704, 58, 823, 92]
